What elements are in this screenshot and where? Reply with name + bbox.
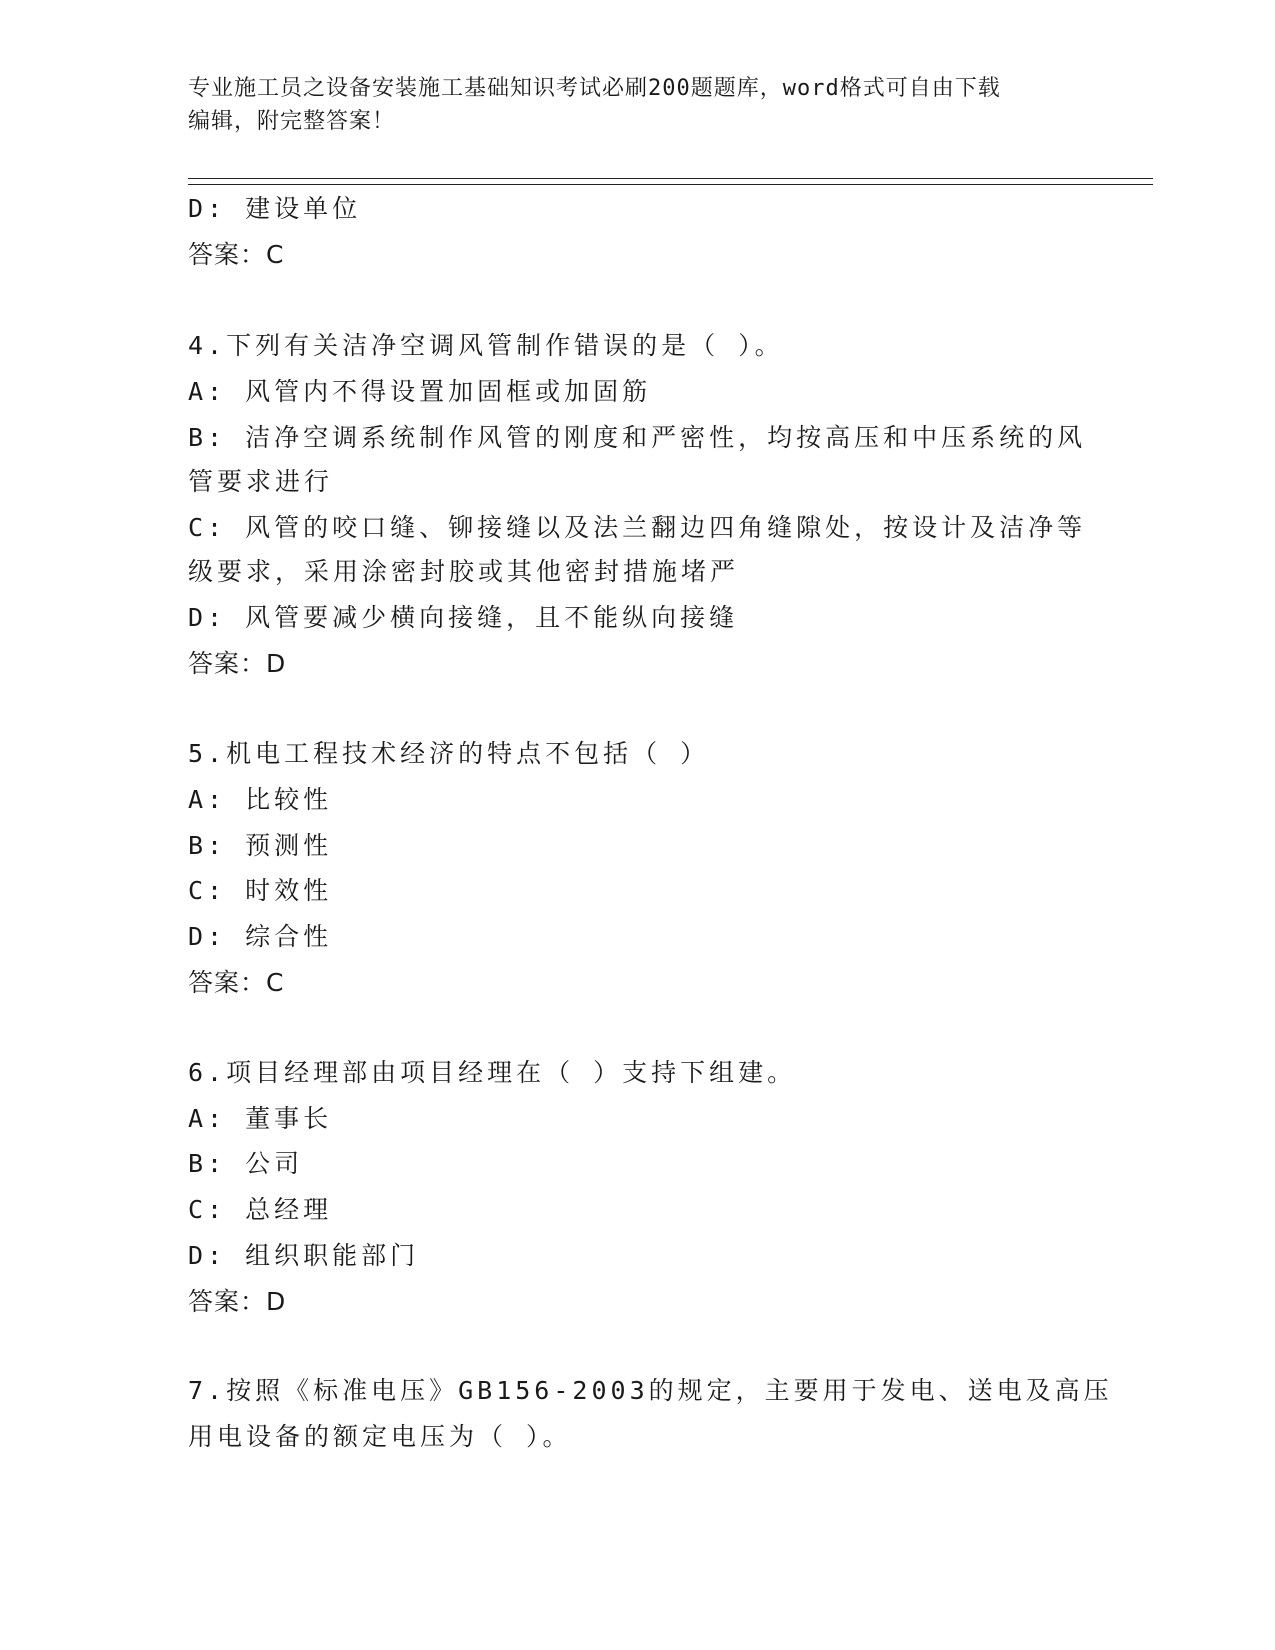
q5-option-a: A: 比较性	[188, 785, 333, 814]
q4-option-b-line-1: B: 洁净空调系统制作风管的刚度和严密性，均按高压和中压系统的风	[188, 423, 1087, 452]
q3-answer: 答案：C	[188, 240, 285, 269]
q4-option-a: A: 风管内不得设置加固框或加固筋	[188, 377, 652, 406]
q4-answer: 答案：D	[188, 649, 287, 678]
q6-option-d: D: 组织职能部门	[188, 1241, 420, 1270]
q5-option-b: B: 预测性	[188, 831, 333, 860]
q6-question: 6.项目经理部由项目经理在（ ）支持下组建。	[188, 1058, 797, 1087]
q6-answer: 答案：D	[188, 1287, 287, 1316]
q7-question-line-2: 用电设备的额定电压为（ ）。	[188, 1422, 572, 1451]
q4-option-d: D: 风管要减少横向接缝，且不能纵向接缝	[188, 603, 739, 632]
q4-option-c-line-2: 级要求，采用涂密封胶或其他密封措施堵严	[188, 557, 740, 586]
q7-question-line-1: 7.按照《标准电压》GB156-2003的规定，主要用于发电、送电及高压	[188, 1376, 1113, 1405]
q4-option-c-line-1: C: 风管的咬口缝、铆接缝以及法兰翻边四角缝隙处，按设计及洁净等	[188, 513, 1087, 542]
q4-question: 4.下列有关洁净空调风管制作错误的是（ ）。	[188, 331, 784, 360]
header-divider-bottom	[188, 184, 1153, 185]
q6-option-a: A: 董事长	[188, 1104, 333, 1133]
q6-option-b: B: 公司	[188, 1149, 304, 1178]
document-header	[188, 72, 1068, 138]
q5-option-d: D: 综合性	[188, 922, 333, 951]
q6-option-c: C: 总经理	[188, 1195, 333, 1224]
q3-option-d: D: 建设单位	[188, 194, 362, 223]
q5-question: 5.机电工程技术经济的特点不包括（ ）	[188, 739, 710, 768]
header-title-line-1: 专业施工员之设备安装施工基础知识考试必刷200题题库，word格式可自由下载	[188, 76, 1001, 101]
header-title-line-2: 编辑，附完整答案！	[188, 109, 396, 134]
q5-option-c: C: 时效性	[188, 876, 333, 905]
q4-option-b-line-2: 管要求进行	[188, 467, 334, 496]
header-divider-top	[188, 178, 1153, 179]
q5-answer: 答案：C	[188, 968, 285, 997]
